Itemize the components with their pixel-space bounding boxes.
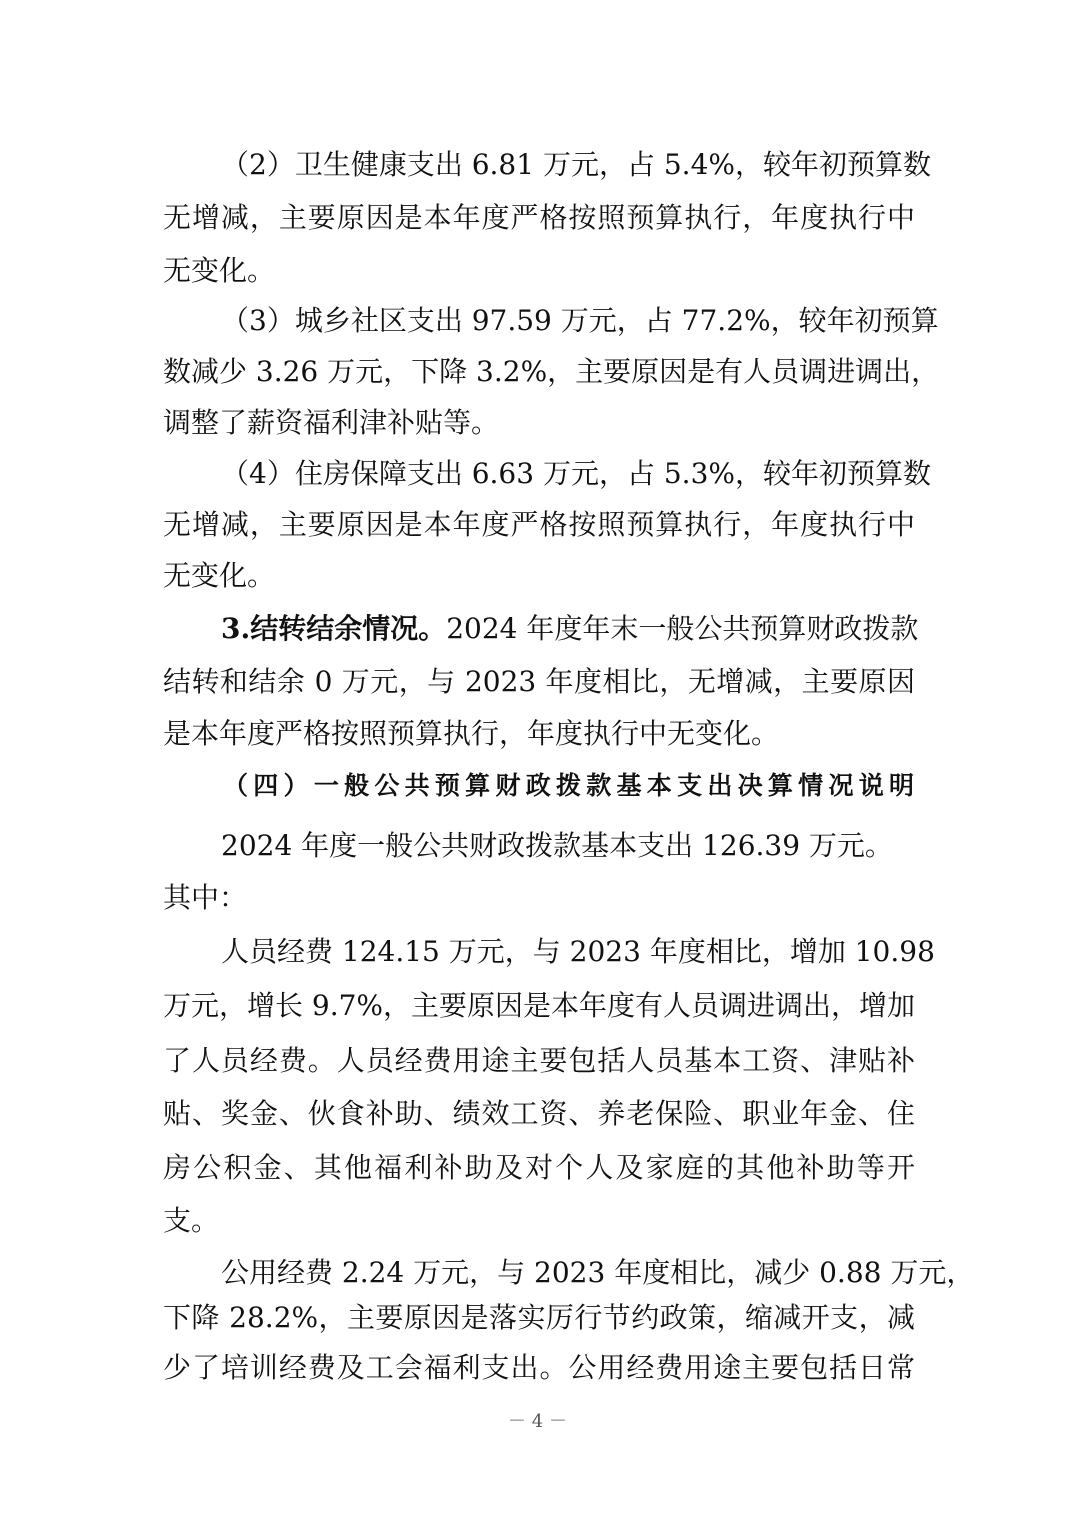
paragraph-basic-line-2: 其中： (163, 881, 248, 914)
paragraph-housing-line-2: 无增减，主要原因是本年度严格按照预算执行，年度执行中 (163, 508, 915, 541)
paragraph-public-line-1: 公用经费 2.24 万元，与 2023 年度相比，减少 0.88 万元， (221, 1256, 975, 1289)
section-heading: （四）一般公共预算财政拨款基本支出决算情况说明 (223, 771, 915, 800)
paragraph-carryover-line-3: 是本年度严格按照预算执行，年度执行中无变化。 (163, 717, 780, 750)
paragraph-public-line-2: 下降 28.2%，主要原因是落实厉行节约政策，缩减开支，减 (163, 1301, 915, 1334)
paragraph-carryover-line-2: 结转和结余 0 万元，与 2023 年度相比，无增减，主要原因 (163, 665, 915, 698)
paragraph-personnel-line-5: 房公积金、其他福利补助及对个人及家庭的其他补助等开 (163, 1151, 915, 1184)
paragraph-personnel-line-6: 支。 (163, 1204, 220, 1237)
paragraph-urban-line-2: 数减少 3.26 万元，下降 3.2%，主要原因是有人员调进调出， (163, 355, 940, 388)
page-number: － 4 － (508, 1411, 567, 1432)
paragraph-health-line-3: 无变化。 (163, 254, 276, 287)
paragraph-personnel-line-3: 了人员经费。人员经费用途主要包括人员基本工资、津贴补 (163, 1044, 915, 1077)
paragraph-carryover-line-1 (221, 611, 919, 647)
paragraph-housing-line-3: 无变化。 (163, 559, 276, 592)
carryover-lead: 3.结转结余情况。 (221, 612, 447, 645)
paragraph-personnel-line-1: 人员经费 124.15 万元，与 2023 年度相比，增加 10.98 (221, 935, 935, 968)
paragraph-health-line-1: （2）卫生健康支出 6.81 万元，占 5.4%，较年初预算数 (221, 148, 931, 181)
paragraph-housing-line-1: （4）住房保障支出 6.63 万元，占 5.3%，较年初预算数 (221, 457, 931, 490)
paragraph-personnel-line-2: 万元，增长 9.7%，主要原因是本年度有人员调进调出，增加 (163, 989, 916, 1022)
paragraph-urban-line-3: 调整了薪资福利津补贴等。 (163, 406, 500, 439)
paragraph-basic-line-1: 2024 年度一般公共财政拨款基本支出 126.39 万元。 (221, 829, 893, 862)
paragraph-health-line-2: 无增减，主要原因是本年度严格按照预算执行，年度执行中 (163, 201, 915, 234)
paragraph-urban-line-1: （3）城乡社区支出 97.59 万元，占 77.2%，较年初预算 (221, 304, 939, 337)
paragraph-personnel-line-4: 贴、奖金、伙食补助、绩效工资、养老保险、职业年金、住 (163, 1097, 915, 1130)
paragraph-public-line-3: 少了培训经费及工会福利支出。公用经费用途主要包括日常 (163, 1351, 915, 1384)
carryover-line-1-rest: 2024 年度年末一般公共预算财政拨款 (446, 612, 919, 645)
